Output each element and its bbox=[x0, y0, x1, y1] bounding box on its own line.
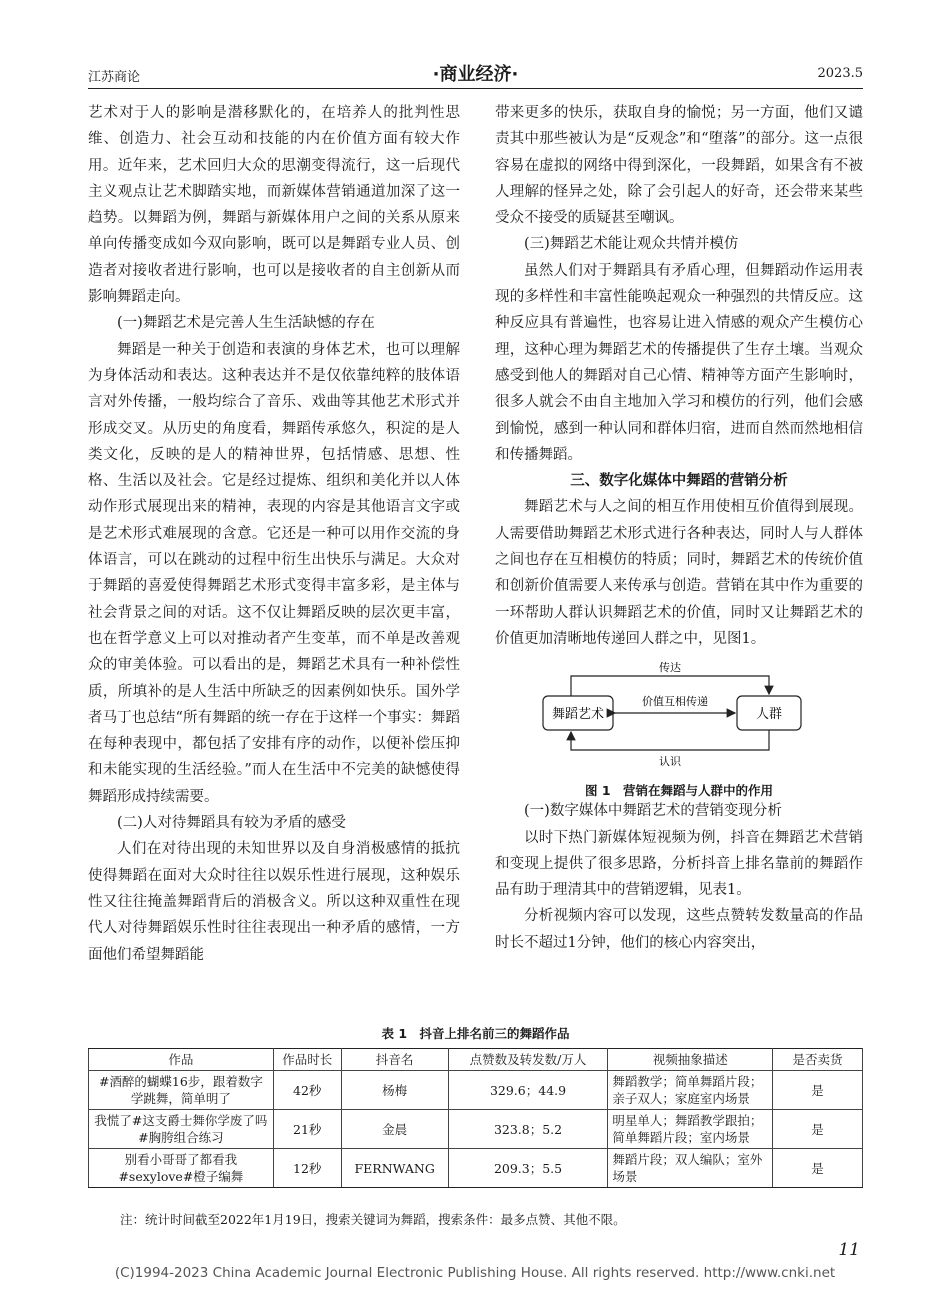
table-header-row bbox=[89, 1049, 863, 1071]
column-header: 视频抽象描述 bbox=[608, 1049, 773, 1071]
node-dance-art-label: 舞蹈艺术 bbox=[551, 707, 605, 723]
paragraph: 人们在对待出现的未知世界以及自身消极感情的抵抗使得舞蹈在面对大众时往往以娱乐性进行展现，这种娱乐性又往往掩盖舞蹈背后的消极含义。所以这种双重性在现代人对待舞蹈娱乐性时往往表现出一种矛盾的感情，一方面他们希望舞蹈能 bbox=[88, 841, 460, 963]
arrow-mid-label: 价值互相传递 bbox=[642, 695, 708, 709]
left-column bbox=[88, 100, 460, 968]
paragraph: 舞蹈艺术与人之间的相互作用使相互价值得到展现。人需要借助舞蹈艺术形式进行各种表达，同时人与人群体之间也存在互相模仿的特质；同时，舞蹈艺术的传统价值和创新价值需要人来传承与创造。营销在其中作为重要的一环帮助人群认识舞蹈艺术的价值，同时又让舞蹈艺术的价值更加清晰地传递回人群之中，见图1。 bbox=[495, 499, 863, 647]
table-cell: #酒醉的蝴蝶16步，跟着数字学跳舞，简单明了 bbox=[89, 1071, 274, 1110]
table-note: 注：统计时间截至2022年1月19日，搜索关键词为舞蹈，搜索条件：最多点赞、其他不限。 bbox=[120, 1212, 626, 1227]
paragraph: 以时下热门新媒体短视频为例，抖音在舞蹈艺术营销和变现上提供了很多思路，分析抖音上排名靠前的舞蹈作品有助于理清其中的营销逻辑，见表1。 bbox=[495, 829, 863, 899]
table-cell: 我慌了#这支爵士舞你学废了吗#胸胯组合练习 bbox=[89, 1110, 274, 1149]
section-title: ·商业经济· bbox=[432, 64, 519, 85]
table-cell: 明星单人；舞蹈教学跟拍；简单舞蹈片段；室内场景 bbox=[608, 1110, 773, 1149]
table-cell: 21秒 bbox=[273, 1110, 341, 1149]
table-cell: 舞蹈教学；简单舞蹈片段；亲子双人；家庭室内场景 bbox=[608, 1071, 773, 1110]
arrow-bottom-label: 认识 bbox=[659, 755, 681, 769]
figure-diagram bbox=[495, 658, 863, 770]
table-cell: 金晨 bbox=[341, 1110, 448, 1149]
table-cell: 别看小哥哥了都看我 #sexylove#橙子编舞 bbox=[89, 1149, 274, 1188]
journal-name: 江苏商论 bbox=[88, 70, 141, 85]
subheading: (一)舞蹈艺术是完善人生生活缺憾的存在 bbox=[117, 315, 375, 332]
table-caption: 表 1 抖音上排名前三的舞蹈作品 bbox=[381, 1026, 570, 1041]
column-header: 是否卖货 bbox=[773, 1049, 863, 1071]
node-crowd-label: 人群 bbox=[755, 707, 783, 723]
paragraph: 带来更多的快乐，获取自身的愉悦；另一方面，他们又谴责其中那些被认为是“反观念”和“堕落”的部分。这一点很容易在虚拟的网络中得到深化，一段舞蹈，如果含有不被人理解的怪异之处，除了会引起人的好奇，还会带来某些受众不接受的质疑甚至嘲讽。 bbox=[495, 105, 863, 227]
header-rule bbox=[88, 88, 863, 89]
subheading: (一)数字媒体中舞蹈艺术的营销变现分析 bbox=[524, 803, 782, 820]
table-cell: 是 bbox=[773, 1149, 863, 1188]
table-cell: 舞蹈片段；双人编队；室外场景 bbox=[608, 1149, 773, 1188]
arrow-bottom bbox=[571, 730, 769, 750]
table-cell: 329.6；44.9 bbox=[448, 1071, 608, 1110]
column-header: 抖音名 bbox=[341, 1049, 448, 1071]
page-number: 11 bbox=[838, 1240, 860, 1260]
issue-number: 2023.5 bbox=[817, 66, 863, 81]
column-header: 点赞数及转发数/万人 bbox=[448, 1049, 608, 1071]
table-cell: 是 bbox=[773, 1071, 863, 1110]
section-heading: 三、数字化媒体中舞蹈的营销分析 bbox=[570, 473, 788, 490]
table-cell: 12秒 bbox=[273, 1149, 341, 1188]
figure-caption: 图 1 营销在舞蹈与人群中的作用 bbox=[584, 782, 774, 798]
table-cell: 杨梅 bbox=[341, 1071, 448, 1110]
right-column bbox=[495, 100, 863, 956]
table-cell: 42秒 bbox=[273, 1071, 341, 1110]
paragraph: 艺术对于人的影响是潜移默化的，在培养人的批判性思维、创造力、社会互动和技能的内在价值方面有较大作用。近年来，艺术回归大众的思潮变得流行，这一后现代主义观点让艺术脚踏实地，而新媒体营销通道加深了这一趋势。以舞蹈为例，舞蹈与新媒体用户之间的关系从原来单向传播变成如今双向影响，既可以是舞蹈专业人员、创造者对接收者进行影响，也可以是接收者的自主创新从而影响舞蹈走向。 bbox=[88, 105, 460, 306]
arrow-top-label: 传达 bbox=[659, 661, 681, 675]
table-cell: 是 bbox=[773, 1110, 863, 1149]
table-cell: FERNWANG bbox=[341, 1149, 448, 1188]
column-header: 作品 bbox=[89, 1049, 274, 1071]
table-cell: 323.8；5.2 bbox=[448, 1110, 608, 1149]
arrow-top bbox=[571, 676, 769, 696]
page-header bbox=[88, 60, 863, 90]
subheading: (二)人对待舞蹈具有较为矛盾的感受 bbox=[117, 815, 346, 832]
table-row bbox=[89, 1071, 863, 1110]
table-row bbox=[89, 1110, 863, 1149]
figure-1 bbox=[495, 658, 863, 798]
column-header: 作品时长 bbox=[273, 1049, 341, 1071]
data-table bbox=[88, 1048, 863, 1188]
paragraph: 舞蹈是一种关于创造和表演的身体艺术，也可以理解为身体活动和表达。这种表达并不是仅依靠纯粹的肢体语言对外传播，一般均综合了音乐、戏曲等其他艺术形式并形成交叉。从历史的角度看，舞蹈传承悠久，积淀的是人类文化，反映的是人的精神世界，包括情感、思想、性格、生活以及社会。它是经过提炼、组织和美化并以人体动作形式展现出来的精神，表现的内容是其他语言文字或是艺术形式难展现的含意。它还是一种可以用作交流的身体语言，可以在跳动的过程中衍生出快乐与满足。大众对于舞蹈的喜爱使得舞蹈艺术形式变得丰富多彩，是主体与社会背景之间的对话。这不仅让舞蹈反映的层次更丰富，也在哲学意义上可以对推动者产生变革，而不单是改善观众的审美体验。可以看出的是，舞蹈艺术具有一种补偿性质，所填补的是人生活中所缺乏的因素例如快乐。国外学者马丁也总结“所有舞蹈的统一存在于这样一个事实：舞蹈在每种表现中，都包括了安排有序的动作，以便补偿压抑和未能实现的生活经验。”而人在生活中不完美的缺憾使得舞蹈形成持续需要。 bbox=[88, 341, 460, 805]
copyright-footer: (C)1994-2023 China Academic Journal Electronic Publishing House. All rights reserved. http://www.cnki.net bbox=[114, 1265, 836, 1281]
table-row bbox=[89, 1149, 863, 1188]
paragraph: 虽然人们对于舞蹈具有矛盾心理，但舞蹈动作运用表现的多样性和丰富性能唤起观众一种强烈的共情反应。这种反应具有普遍性，也容易让进入情感的观众产生模仿心理，这种心理为舞蹈艺术的传播提供了生存土壤。当观众感受到他人的舞蹈对自己心情、精神等方面产生影响时，很多人就会不由自主地加入学习和模仿的行列，他们会感到愉悦，感到一种认同和群体归宿，进而自然而然地相信和传播舞蹈。 bbox=[495, 262, 863, 463]
subheading: (三)舞蹈艺术能让观众共情并模仿 bbox=[524, 236, 739, 253]
paragraph: 分析视频内容可以发现，这些点赞转发数量高的作品时长不超过1分钟，他们的核心内容突出， bbox=[495, 908, 863, 951]
table-cell: 209.3；5.5 bbox=[448, 1149, 608, 1188]
